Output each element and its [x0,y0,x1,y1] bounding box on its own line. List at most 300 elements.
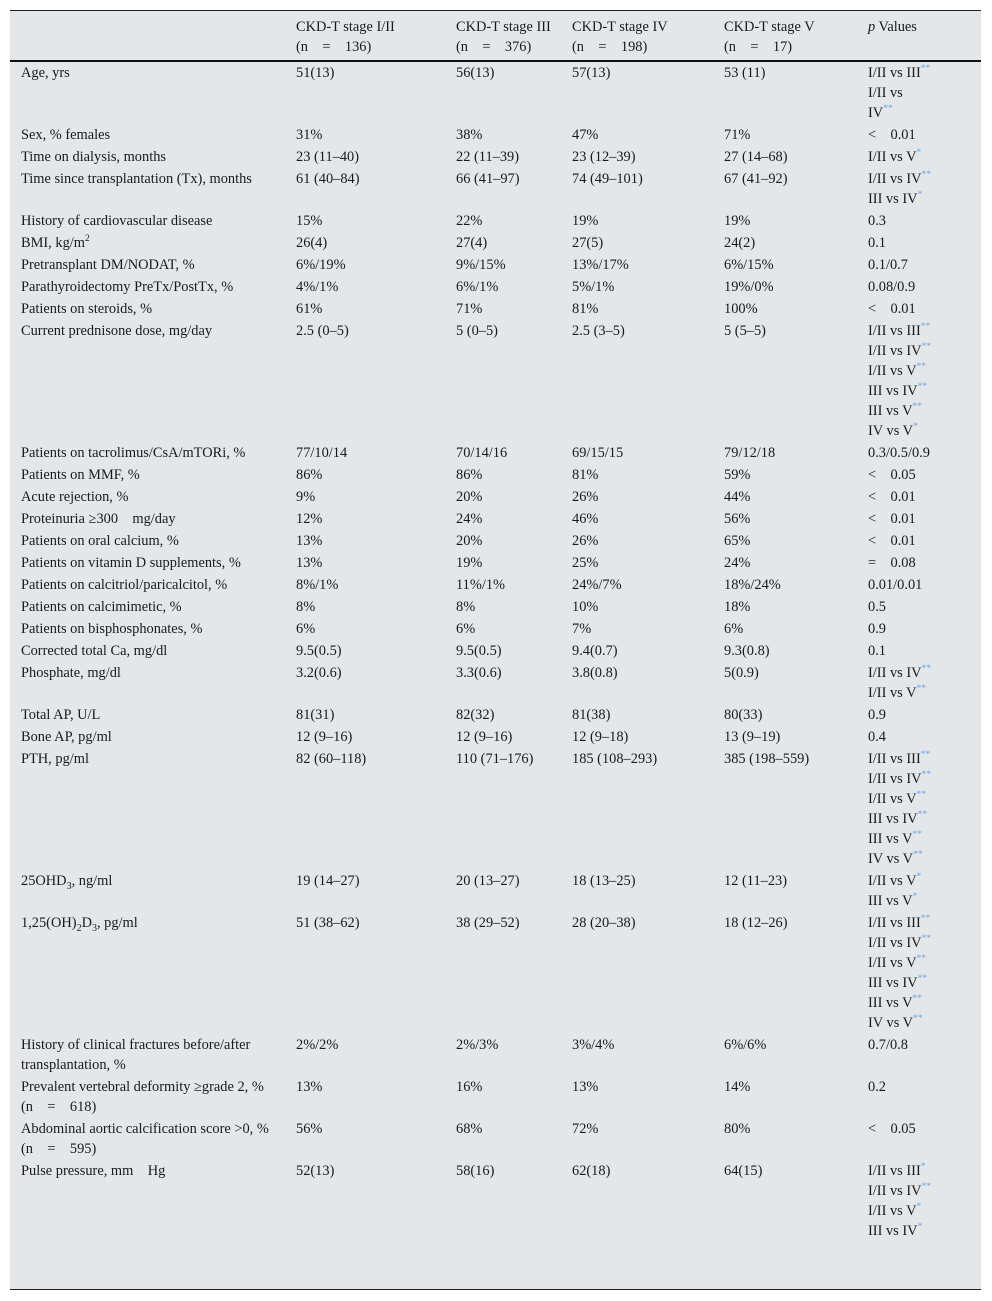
stage-value-cell: 20% [456,533,483,549]
stage-value-cell: 64(15) [724,1163,763,1179]
stage-value-cell: 19 (14–27) [296,873,360,889]
table-row [10,748,981,870]
stage-value-cell: 9.3(0.8) [724,643,770,659]
stage-value-cell: 7% [572,621,592,637]
p-value-cell [868,442,981,464]
row-label-text: Prevalent vertebral deformity ≥grade 2, % (n = 618) [21,1079,264,1115]
p-value-text: < 0.01 [868,489,916,505]
p-value-cell [868,618,981,640]
p-value-line [868,1161,981,1181]
p-value-text: I/II vs IV [868,665,922,681]
stage-value-cell: 12 (9–18) [572,729,629,745]
row-label-text: Patients on vitamin D supplements, % [21,555,241,571]
stage-value-cell: 5 (5–5) [724,323,766,339]
p-value-line [868,361,981,381]
p-value-line [868,1077,981,1097]
p-value-text: I/II vs [868,85,903,101]
table-row [10,210,981,232]
row-label-text-mid: D [81,915,92,931]
stage-value-cell: 82 (60–118) [296,751,367,767]
stage-value-cell: 13% [296,555,323,571]
p-value-cell [868,232,981,254]
stage-value-cell: 70/14/16 [456,445,508,461]
table-row [10,640,981,662]
significance-marker: ** [920,914,931,925]
p-value-text: 0.3 [868,213,886,229]
row-label [10,1118,296,1160]
p-value-text: < 0.05 [868,1121,916,1137]
p-value-cell [868,574,981,596]
stage-value-cell: 24(2) [724,235,756,251]
significance-marker: ** [917,810,928,821]
stage-value-cell: 27 (14–68) [724,149,788,165]
stage-value-cell: 58(16) [456,1163,495,1179]
stage-value-cell: 19% [724,213,751,229]
p-value-cell [868,464,981,486]
p-value-text: I/II vs IV [868,343,922,359]
table-row [10,1118,981,1160]
p-value-text: III vs V [868,995,913,1011]
p-value-text: I/II vs IV [868,1183,922,1199]
significance-marker: ** [921,342,932,353]
p-value-text: < 0.01 [868,127,916,143]
row-label-text: 1,25(OH) [21,915,77,931]
stage-value-cell: 47% [572,127,599,143]
p-value-text: 0.2 [868,1079,886,1095]
table-row [10,596,981,618]
p-value-line [868,829,981,849]
significance-marker: ** [916,684,926,695]
stage-value-cell: 14% [724,1079,751,1095]
significance-marker: ** [921,664,932,675]
stage-value-cell: 66 (41–97) [456,171,520,187]
table-row [10,232,981,254]
table-row [10,1160,981,1242]
p-value-line [868,509,981,529]
p-value-line [868,641,981,661]
stage-value-cell: 80% [724,1121,751,1137]
row-label-text: Total AP, U/L [21,707,101,723]
significance-marker: ** [912,830,922,841]
stage-value-cell: 185 (108–293) [572,751,658,767]
p-value-text: III vs IV [868,1223,918,1239]
row-label-text: History of clinical fractures before/after transplantation, % [21,1037,251,1073]
stage-value-cell: 12 (9–16) [456,729,513,745]
row-label [10,61,296,124]
row-label-text: Pretransplant DM/NODAT, % [21,257,195,273]
p-value-text: I/II vs V [868,791,917,807]
p-value-cell [868,486,981,508]
stage-value-cell: 38% [456,127,483,143]
p-value-cell [868,596,981,618]
p-value-line [868,619,981,639]
stage-value-cell: 6% [724,621,744,637]
row-label [10,486,296,508]
table-row [10,530,981,552]
header-stage-3 [456,11,572,61]
significance-marker: ** [917,974,928,985]
stage-value-cell: 3.8(0.8) [572,665,618,681]
table-row [10,146,981,168]
row-label [10,704,296,726]
stage-value-cell: 13% [572,1079,599,1095]
row-label [10,464,296,486]
table-body [10,61,981,1242]
p-value-line [868,1201,981,1221]
p-value-cell [868,210,981,232]
p-value-line [868,769,981,789]
row-label-text: Time since transplantation (Tx), months [21,171,252,187]
significance-marker: * [917,190,923,201]
p-value-text: 0.5 [868,599,886,615]
p-value-cell [868,662,981,704]
p-value-line [868,63,981,83]
header-stage-1-2-n: (n = 136) [296,39,372,55]
p-value-line [868,553,981,573]
table-row [10,1076,981,1118]
stage-value-cell: 51(13) [296,65,335,81]
significance-marker: ** [913,850,923,861]
row-label [10,124,296,146]
p-value-text: = 0.08 [868,555,916,571]
row-label-text: Corrected total Ca, mg/dl [21,643,168,659]
significance-marker: ** [921,1182,932,1193]
table-header-row [10,11,981,61]
row-label [10,508,296,530]
stage-value-cell: 20 (13–27) [456,873,520,889]
stage-value-cell: 5 (0–5) [456,323,498,339]
row-label [10,870,296,912]
p-value-text: 0.9 [868,621,886,637]
p-value-line [868,1035,981,1055]
row-label [10,640,296,662]
header-stage-4 [572,11,724,61]
row-label [10,618,296,640]
stage-value-cell: 22% [456,213,483,229]
p-value-line [868,83,981,103]
p-value-cell [868,912,981,1034]
row-label [10,574,296,596]
stage-value-cell: 6%/6% [724,1037,767,1053]
stage-value-cell: 72% [572,1121,599,1137]
stage-value-cell: 9.4(0.7) [572,643,618,659]
stage-value-cell: 61% [296,301,323,317]
p-value-line [868,211,981,231]
row-label-text: PTH, pg/ml [21,751,89,767]
stage-value-cell: 68% [456,1121,483,1137]
stage-value-cell: 18 (12–26) [724,915,788,931]
p-value-text: I/II vs V [868,955,917,971]
stage-value-cell: 12% [296,511,323,527]
stage-value-cell: 2.5 (3–5) [572,323,625,339]
stage-value-cell: 81(38) [572,707,611,723]
row-label-text: Patients on MMF, % [21,467,140,483]
p-value-line [868,871,981,891]
p-value-text: < 0.01 [868,511,916,527]
stage-value-cell: 24% [724,555,751,571]
table-row [10,508,981,530]
stage-value-cell: 26(4) [296,235,328,251]
row-label-text: BMI, kg/m [21,235,85,251]
row-label-text: Bone AP, pg/ml [21,729,112,745]
p-value-text: I/II vs IV [868,771,922,787]
stage-value-cell: 18% [724,599,751,615]
p-value-cell [868,870,981,912]
p-value-text: 0.4 [868,729,886,745]
p-value-text: 0.9 [868,707,886,723]
row-label-text: History of cardiovascular disease [21,213,213,229]
row-label-text: Patients on calcitriol/paricalcitol, % [21,577,228,593]
p-value-cell [868,1160,981,1242]
p-value-line [868,913,981,933]
p-value-line [868,953,981,973]
p-value-text: III vs V [868,831,913,847]
p-value-cell [868,1034,981,1076]
header-p-values [868,11,981,61]
significance-marker: ** [916,954,926,965]
p-value-line [868,465,981,485]
stage-value-cell: 24% [456,511,483,527]
header-stage-1-2-label: CKD-T stage I/II [296,19,395,35]
stage-value-cell: 5%/1% [572,279,615,295]
p-value-line [868,147,981,167]
p-value-text: III vs IV [868,975,918,991]
significance-marker: * [916,872,922,883]
row-label-subscript: 3 [66,880,72,892]
stage-value-cell: 81% [572,301,599,317]
table-row [10,870,981,912]
stage-value-cell: 65% [724,533,751,549]
table-row [10,662,981,704]
row-label [10,530,296,552]
table-row [10,486,981,508]
p-value-cell [868,146,981,168]
p-value-text: 0.1/0.7 [868,257,908,273]
row-label [10,1160,296,1242]
p-value-cell [868,726,981,748]
table-row [10,618,981,640]
table-row [10,298,981,320]
stage-value-cell: 18 (13–25) [572,873,636,889]
p-value-cell [868,1118,981,1160]
significance-marker: ** [920,322,931,333]
stage-value-cell: 8% [296,599,316,615]
row-label [10,662,296,704]
p-value-text: IV vs V [868,423,914,439]
stage-value-cell: 9% [296,489,316,505]
p-value-line [868,933,981,953]
p-value-cell [868,640,981,662]
stage-value-cell: 3.2(0.6) [296,665,342,681]
p-value-text: III vs IV [868,191,918,207]
stage-value-cell: 71% [456,301,483,317]
p-value-line [868,1119,981,1139]
row-label-text: Pulse pressure, mm Hg [21,1163,166,1179]
stage-value-cell: 12 (11–23) [724,873,788,889]
p-value-text: III vs V [868,403,913,419]
stage-value-cell: 26% [572,489,599,505]
stage-value-cell: 86% [456,467,483,483]
p-value-line [868,575,981,595]
row-label [10,276,296,298]
p-value-cell [868,1076,981,1118]
table-row [10,61,981,124]
significance-marker: * [917,1222,923,1233]
row-label [10,748,296,870]
row-label-subscript: 3 [91,922,97,934]
data-table [10,11,981,1242]
significance-marker: ** [916,362,926,373]
stage-value-cell: 15% [296,213,323,229]
p-value-text: 0.08/0.9 [868,279,916,295]
p-value-text: < 0.05 [868,467,916,483]
p-value-text: I/II vs V [868,149,917,165]
stage-value-cell: 18%/24% [724,577,781,593]
header-stage-1-2 [296,11,456,61]
stage-value-cell: 23 (11–40) [296,149,360,165]
row-label [10,552,296,574]
stage-value-cell: 110 (71–176) [456,751,534,767]
table-row [10,726,981,748]
stage-value-cell: 28 (20–38) [572,915,636,931]
stage-value-cell: 62(18) [572,1163,611,1179]
stage-value-cell: 19%/0% [724,279,774,295]
p-value-text: III vs IV [868,811,918,827]
p-value-line [868,973,981,993]
row-label [10,1034,296,1076]
stage-value-cell: 82(32) [456,707,495,723]
p-value-line [868,789,981,809]
p-value-text: IV vs V [868,1015,914,1031]
stage-value-cell: 6%/15% [724,257,774,273]
p-value-text: I/II vs V [868,1203,917,1219]
p-value-text: I/II vs III [868,323,921,339]
row-label [10,210,296,232]
stage-value-cell: 9.5(0.5) [456,643,502,659]
p-value-text: I/II vs IV [868,935,922,951]
row-label [10,298,296,320]
p-value-text: I/II vs V [868,685,917,701]
p-value-line [868,531,981,551]
p-value-line [868,103,981,123]
header-stage-5 [724,11,868,61]
stage-value-cell: 74 (49–101) [572,171,643,187]
stage-value-cell: 44% [724,489,751,505]
table-row [10,168,981,210]
p-value-cell [868,552,981,574]
row-label [10,596,296,618]
row-label-text: Patients on bisphosphonates, % [21,621,203,637]
stage-value-cell: 27(4) [456,235,488,251]
header-stage-4-n: (n = 198) [572,39,648,55]
stage-value-cell: 5(0.9) [724,665,759,681]
stage-value-cell: 9.5(0.5) [296,643,342,659]
p-value-line [868,993,981,1013]
stage-value-cell: 4%/1% [296,279,339,295]
row-label-text: Time on dialysis, months [21,149,166,165]
row-label [10,320,296,442]
stage-value-cell: 22 (11–39) [456,149,520,165]
p-value-line [868,421,981,441]
stage-value-cell: 13% [296,1079,323,1095]
p-value-line [868,401,981,421]
stage-value-cell: 2%/2% [296,1037,339,1053]
p-value-line [868,233,981,253]
p-value-line [868,189,981,209]
stage-value-cell: 81% [572,467,599,483]
p-value-cell [868,508,981,530]
p-value-text: I/II vs III [868,1163,921,1179]
p-value-text: 0.1 [868,235,886,251]
p-value-text: I/II vs III [868,65,921,81]
table-row [10,464,981,486]
significance-marker: * [913,422,918,433]
stage-value-cell: 6% [456,621,476,637]
p-value-text: 0.01/0.01 [868,577,923,593]
p-value-line [868,341,981,361]
stage-value-cell: 77/10/14 [296,445,348,461]
significance-marker: ** [920,64,931,75]
stage-value-cell: 86% [296,467,323,483]
significance-marker: ** [917,382,928,393]
stage-value-cell: 27(5) [572,235,604,251]
stage-value-cell: 57(13) [572,65,611,81]
significance-marker: ** [883,104,893,115]
table-row [10,124,981,146]
p-value-line [868,727,981,747]
p-value-cell [868,298,981,320]
stage-value-cell: 16% [456,1079,483,1095]
p-value-text: I/II vs III [868,751,921,767]
p-value-cell [868,276,981,298]
table-row [10,574,981,596]
p-value-text: I/II vs V [868,873,917,889]
stage-value-cell: 100% [724,301,758,317]
p-value-line [868,849,981,869]
row-label-text-tail: , ng/ml [71,873,113,889]
significance-marker: * [920,1162,926,1173]
significance-marker: * [916,1202,922,1213]
p-value-line [868,277,981,297]
stage-value-cell: 19% [572,213,599,229]
row-label [10,254,296,276]
stage-value-cell: 71% [724,127,751,143]
stage-value-cell: 13%/17% [572,257,629,273]
p-value-line [868,169,981,189]
stage-value-cell: 61 (40–84) [296,171,360,187]
row-label-text: Abdominal aortic calcification score >0, % (n = 595) [21,1121,269,1157]
p-value-text: IV vs V [868,851,914,867]
p-value-text: 0.3/0.5/0.9 [868,445,930,461]
row-label [10,168,296,210]
p-value-text: < 0.01 [868,301,916,317]
stage-value-cell: 13 (9–19) [724,729,781,745]
stage-value-cell: 24%/7% [572,577,622,593]
header-stage-3-n: (n = 376) [456,39,532,55]
p-value-line [868,487,981,507]
stage-value-cell: 80(33) [724,707,763,723]
p-value-line [868,443,981,463]
row-label-text: Parathyroidectomy PreTx/PostTx, % [21,279,234,295]
row-label-text: Current prednisone dose, mg/day [21,323,213,339]
p-value-text: 0.7/0.8 [868,1037,908,1053]
p-value-line [868,705,981,725]
p-value-text: III vs IV [868,383,918,399]
table-row [10,1034,981,1076]
p-value-line [868,891,981,911]
p-value-line [868,749,981,769]
stage-value-cell: 25% [572,555,599,571]
